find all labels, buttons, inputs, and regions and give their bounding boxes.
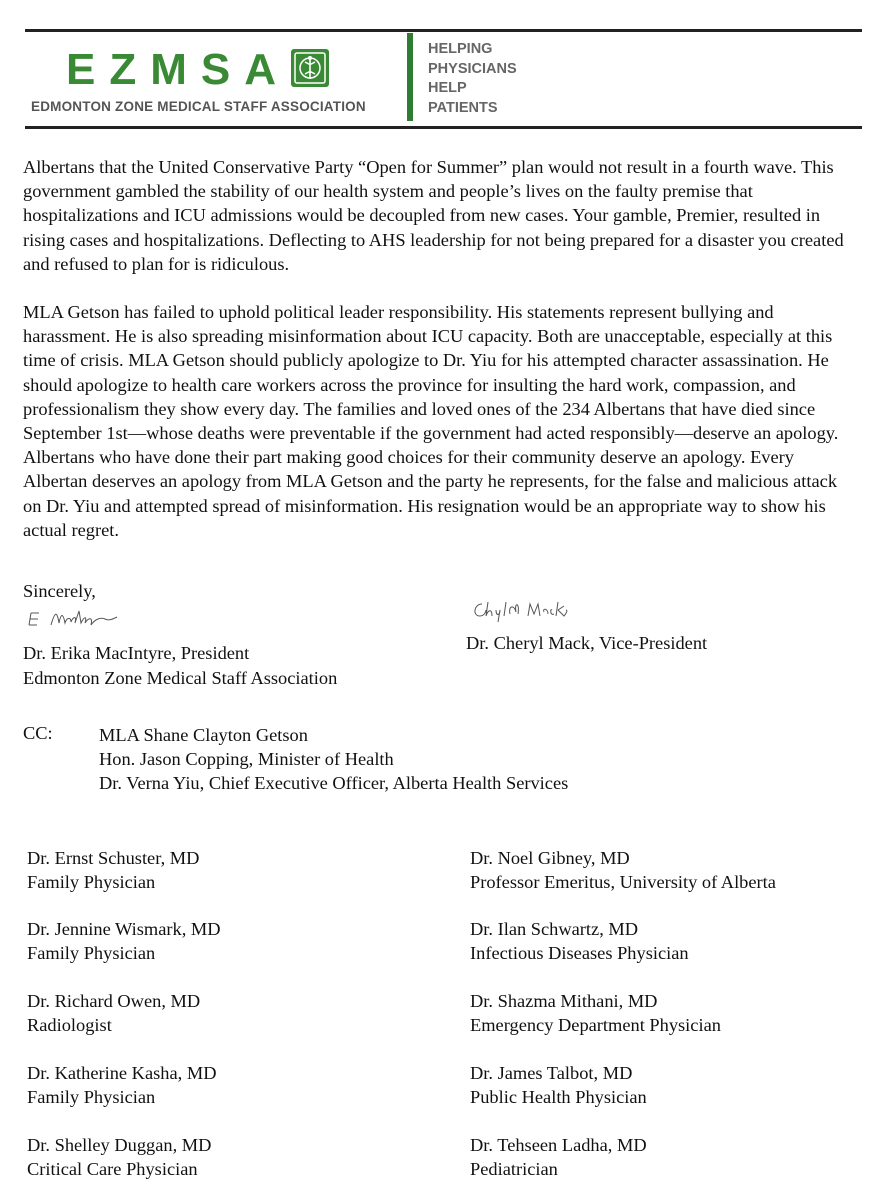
signature-mack xyxy=(470,598,570,626)
paragraph-2: MLA Getson has failed to uphold political leader responsibility. His statements represent bullying and harassment. He is also spreading misinformation about ICU capacity. Both are unacceptable, especially at this time of crisis. MLA Getson should publicly apologize to Dr. Yiu for his attempted character assassination. He should apologize to health care workers across the province for insulting the hard work, compassion, and professionalism they show every day. The families and loved ones of the 234 Albertans that have died since September 1st—whose deaths were preventable if the government had acted responsibly—deserve an apology. Albertans who have done their part making good choices for their community deserve an apology. Every Albertan deserves an apology from MLA Getson and the party he represents, for the false and malicious attack on Dr. Yiu and attempted spread of misinformation. His resignation would be an appropriate way to show his actual regret. xyxy=(23,302,839,540)
physician-role: Pediatrician xyxy=(470,1159,558,1180)
physician-entry xyxy=(27,989,200,1038)
org-tagline xyxy=(428,40,517,118)
org-acronym: EZMSA xyxy=(66,45,290,94)
physician-role: Family Physician xyxy=(27,943,156,964)
closing: Sincerely, xyxy=(23,581,96,601)
physician-name: Dr. Ilan Schwartz, MD xyxy=(470,919,639,939)
tagline-line: HELP xyxy=(428,80,467,96)
cc-recipient: Dr. Verna Yiu, Chief Executive Officer, Alberta Health Services xyxy=(99,773,569,793)
letterhead-divider xyxy=(407,33,413,121)
physician-entry xyxy=(27,1133,211,1182)
physician-entry xyxy=(470,1133,647,1182)
physician-name: Dr. Shazma Mithani, MD xyxy=(470,991,658,1011)
physician-name: Dr. Ernst Schuster, MD xyxy=(27,848,200,868)
ezmsa-logo-icon xyxy=(290,48,330,88)
signature-macintyre xyxy=(25,605,125,635)
physician-name: Dr. Richard Owen, MD xyxy=(27,991,201,1011)
letterhead-top-rule xyxy=(25,29,862,32)
letterhead-bottom-rule xyxy=(25,126,862,129)
org-full-name: EDMONTON ZONE MEDICAL STAFF ASSOCIATION xyxy=(31,99,366,114)
physician-entry xyxy=(27,846,199,895)
signer-name: Dr. Erika MacIntyre, President xyxy=(23,643,250,663)
physician-entry xyxy=(27,1061,216,1110)
physician-role: Family Physician xyxy=(27,872,156,893)
cc-recipient: Hon. Jason Copping, Minister of Health xyxy=(99,749,394,769)
signer-president xyxy=(23,641,337,690)
tagline-line: PATIENTS xyxy=(428,99,498,116)
physician-name: Dr. Shelley Duggan, MD xyxy=(27,1135,212,1155)
physician-name: Dr. Noel Gibney, MD xyxy=(470,848,630,868)
cc-label: CC: xyxy=(23,723,53,743)
tagline-line: PHYSICIANS xyxy=(428,60,517,77)
physician-name: Dr. Tehseen Ladha, MD xyxy=(470,1135,647,1155)
paragraph-1: Albertans that the United Conservative Party “Open for Summer” plan would not result in a fourth wave. This government gambled the stability of our health system and people’s lives on the faulty premise that hospitalizations and ICU admissions would be decoupled from new cases. Your gamble, Premier, resulted in rising cases and hospitalizations. Deflecting to AHS leadership for not being prepared for a disaster you created and refused to plan for is ridiculous. xyxy=(23,157,844,274)
physician-entry xyxy=(470,1061,647,1110)
physician-name: Dr. Jennine Wismark, MD xyxy=(27,919,221,939)
physician-entry xyxy=(470,846,776,895)
physician-entry xyxy=(470,989,721,1038)
tagline-line: HELPING xyxy=(428,41,493,57)
physician-role: Public Health Physician xyxy=(470,1087,647,1108)
physician-entry xyxy=(470,917,689,966)
physician-role: Radiologist xyxy=(27,1015,112,1036)
physician-role: Critical Care Physician xyxy=(27,1159,198,1180)
physician-role: Emergency Department Physician xyxy=(470,1015,721,1036)
physician-role: Family Physician xyxy=(27,1087,156,1108)
physician-entry xyxy=(27,917,221,966)
cc-recipient: MLA Shane Clayton Getson xyxy=(99,725,308,745)
signer-org: Edmonton Zone Medical Staff Association xyxy=(23,667,338,688)
physician-role: Infectious Diseases Physician xyxy=(470,943,689,964)
physician-role: Professor Emeritus, University of Alberta xyxy=(470,872,776,893)
physician-name: Dr. James Talbot, MD xyxy=(470,1063,633,1083)
physician-name: Dr. Katherine Kasha, MD xyxy=(27,1063,217,1083)
cc-recipients xyxy=(99,723,568,795)
signer-name: Dr. Cheryl Mack, Vice-President xyxy=(466,633,708,653)
signer-vice-president xyxy=(466,631,707,656)
